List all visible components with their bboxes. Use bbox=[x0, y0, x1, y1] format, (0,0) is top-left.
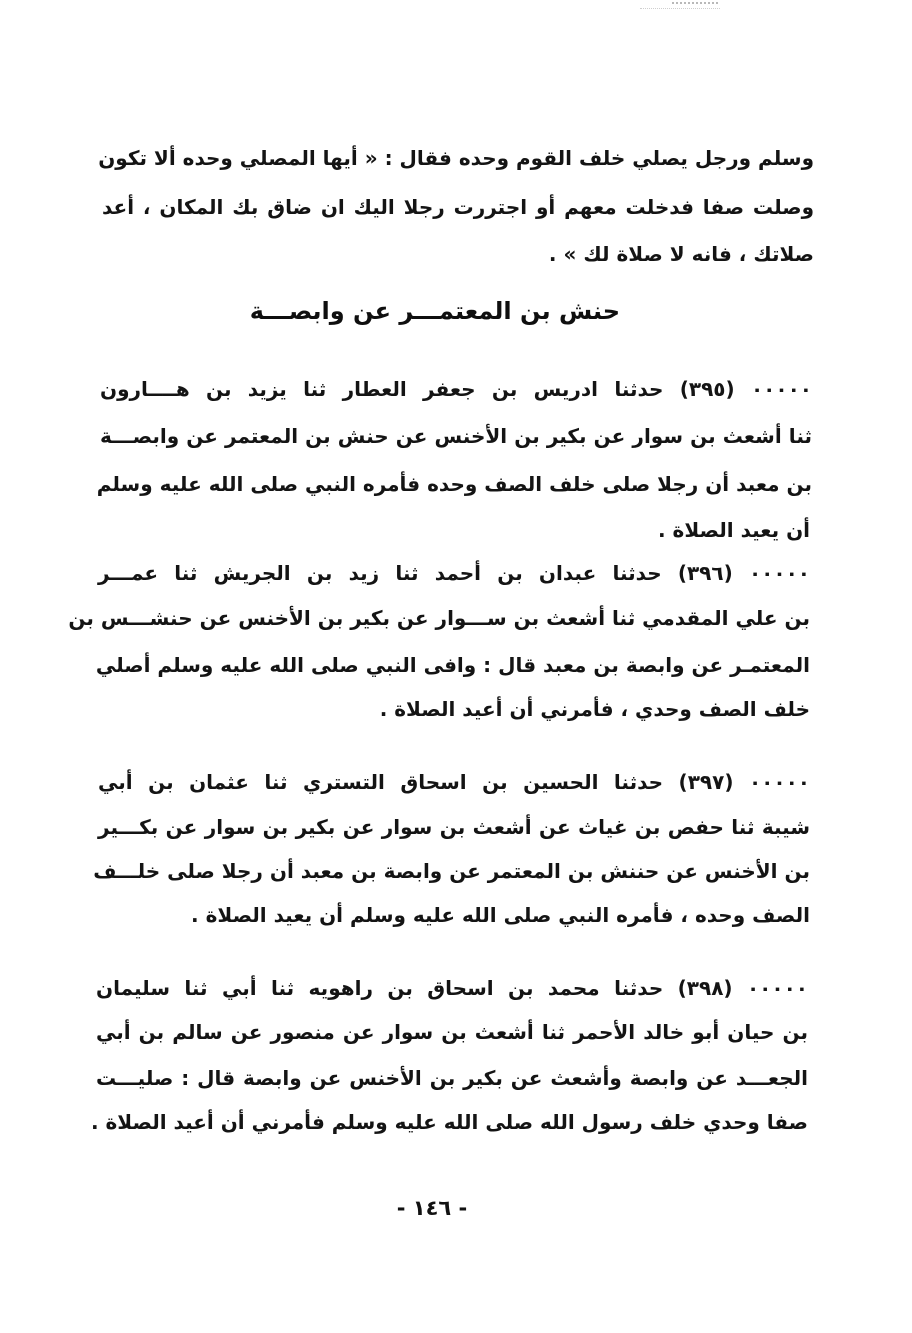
page-number: - ١٤٦ - bbox=[396, 1196, 468, 1220]
scan-mark bbox=[640, 8, 720, 23]
body-line: وصلت صفا فدخلت معهم أو اجتررت رجلا اليك ان ضاق بك المكان ، أعد bbox=[102, 195, 814, 219]
hadith-line: بن معبد أن رجلا صلى خلف الصف وحده فأمره النبي صلى الله عليه وسلم bbox=[96, 472, 812, 496]
hadith-line: شيبة ثنا حفص بن غياث عن أشعث بن سوار عن بكير بن سوار عن بكـــير bbox=[98, 815, 810, 839]
hadith-line: ثنا أشعث بن سوار عن بكير بن الأخنس عن حنش بن المعتمر عن وابصـــة bbox=[100, 424, 812, 448]
hadith-line: ٠٠٠٠٠ (٣٩٦) حدثنا عبدان بن أحمد ثنا زيد بن الجريش ثنا عمـــر bbox=[98, 561, 810, 585]
body-line: صلاتك ، فانه لا صلاة لك » . bbox=[548, 242, 814, 266]
hadith-line: بن الأخنس عن حننش بن المعتمر عن وابصة بن معبد أن رجلا صلى خلـــف bbox=[93, 859, 810, 883]
hadith-line: صفا وحدي خلف رسول الله صلى الله عليه وسلم فأمرني أن أعيد الصلاة . bbox=[90, 1110, 808, 1134]
hadith-line: ٠٠٠٠٠ (٣٩٨) حدثنا محمد بن اسحاق بن راهويه ثنا أبي ثنا سليمان bbox=[96, 976, 808, 1000]
body-line: وسلم ورجل يصلي خلف القوم وحده فقال : « أيها المصلي وحده ألا تكون bbox=[98, 146, 814, 170]
section-title: حنش بن المعتمـــر عن وابصـــة bbox=[249, 297, 620, 325]
hadith-line: خلف الصف وحدي ، فأمرني أن أعيد الصلاة . bbox=[379, 697, 810, 721]
hadith-line: المعتمـر عن وابصة بن معبد قال : وافى النبي صلى الله عليه وسلم أصلي bbox=[95, 653, 810, 677]
hadith-line: الجعـــد عن وابصة وأشعث عن بكير بن الأخنس عن وابصة قال : صليـــت bbox=[96, 1066, 808, 1090]
hadith-line: ٠٠٠٠٠ (٣٩٥) حدثنا ادريس بن جعفر العطار ثنا يزيد بن هــــارون bbox=[100, 377, 812, 401]
hadith-line: أن يعيد الصلاة . bbox=[658, 518, 810, 542]
hadith-line: ٠٠٠٠٠ (٣٩٧) حدثنا الحسين بن اسحاق التستري ثنا عثمان بن أبي bbox=[98, 770, 810, 794]
hadith-line: بن علي المقدمي ثنا أشعث بن ســـوار عن بكير بن الأخنس عن حنشـــس بن bbox=[68, 606, 810, 630]
hadith-line: الصف وحده ، فأمره النبي صلى الله عليه وسلم أن يعيد الصلاة . bbox=[191, 903, 810, 927]
hadith-line: بن حيان أبو خالد الأحمر ثنا أشعث بن سوار عن منصور عن سالم بن أبي bbox=[96, 1020, 808, 1044]
